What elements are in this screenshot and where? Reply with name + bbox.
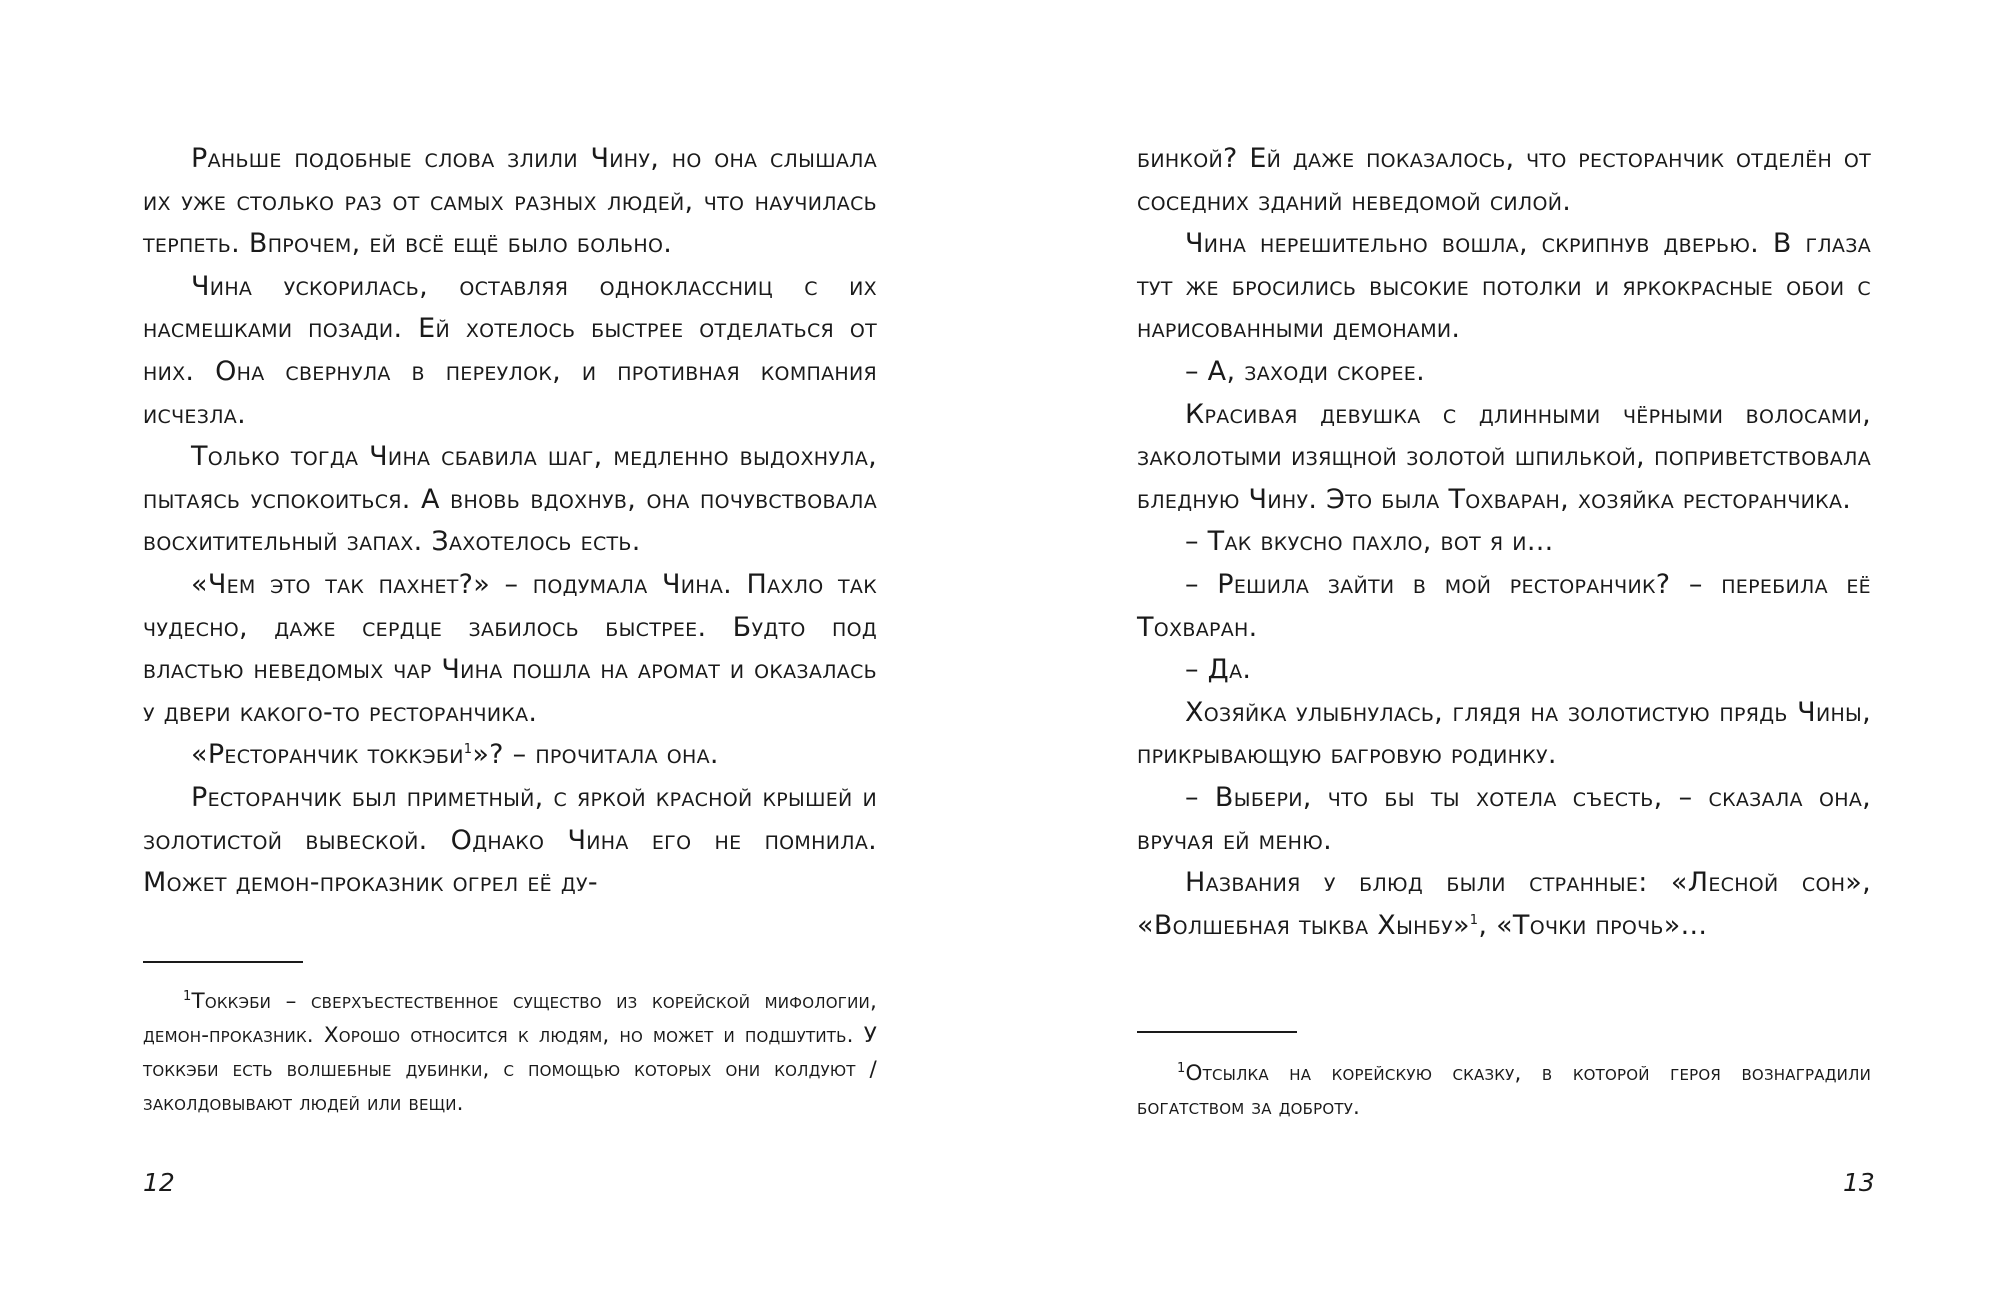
left-paragraph-6: Ресторанчик был приметный, с яркой красной крышей и золотистой вывеской. Однако Чина его не помнила. Может демон-проказник огрел её ду- (143, 781, 877, 899)
right-paragraph-10-before: Названия у блюд были странные: «Лесной сон», «Волшебная тыква Хынбу» (1137, 867, 1871, 941)
right-paragraph-3: – А, заходи скорее. (1185, 355, 1425, 387)
right-paragraph-5: – Так вкусно пахло, вот я и... (1185, 526, 1554, 558)
left-page-body (143, 138, 877, 905)
right-paragraph-10-after: , «Точки прочь»... (1478, 909, 1708, 941)
left-footnote-divider (143, 961, 303, 963)
right-paragraph-7: – Да. (1185, 654, 1252, 686)
left-footnote-text: Токкэби – сверхъестественное существо из корейской мифологии, демон-проказник. Хорошо относится к людям, но может и подшутить. У токкэби есть волшебные дубинки, с помощью которых они колдуют / заколдовывают людей или вещи. (143, 989, 877, 1116)
left-footnote (143, 985, 877, 1121)
right-footnote (1137, 1057, 1871, 1125)
right-paragraph-6: – Решила зайти в мой ресторанчик? – перебила её Тохваран. (1137, 568, 1871, 643)
right-footnote-divider (1137, 1031, 1297, 1033)
right-footnote-text: Отсылка на корейскую сказку, в которой героя вознаградили богатством за доброту. (1137, 1061, 1871, 1120)
left-paragraph-4: «Чем это так пахнет?» – подумала Чина. Пахло так чудесно, даже сердце забилось быстрее. Будто под властью неведомых чар Чина пошла на аромат и оказалась у двери какого-то ресторанчика. (143, 568, 877, 728)
left-paragraph-2: Чина ускорилась, оставляя одноклассниц с их насмешками позади. Ей хотелось быстрее отделаться от них. Она свернула в переулок, и противная компания исчезла. (143, 270, 877, 430)
right-paragraph-2: Чина нерешительно вошла, скрипнув дверью. В глаза тут же бросились высокие потолки и яркокрасные обои с нарисованными демонами. (1137, 228, 1871, 345)
right-page-number: 13 (1843, 1168, 1875, 1197)
right-paragraph-4: Красивая девушка с длинными чёрными волосами, заколотыми изящной золотой шпилькой, поприветствовала бледную Чину. Это была Тохваран, хозяйка ресторанчика. (1137, 398, 1871, 515)
footnote-mark: 1 (183, 988, 192, 1004)
right-page-body (1137, 138, 1871, 947)
left-paragraph-5 (143, 734, 877, 777)
left-page-number: 12 (143, 1168, 175, 1197)
left-paragraph-3: Только тогда Чина сбавила шаг, медленно выдохнула, пытаясь успокоиться. А вновь вдохнув, она почувствовала восхитительный запах. Захотелось есть. (143, 441, 877, 558)
left-paragraph-5-after: »? – прочитала она. (472, 739, 719, 771)
footnote-reference: 1 (1469, 912, 1479, 928)
right-paragraph-1: бинкой? Ей даже показалось, что ресторанчик отделён от соседних зданий неведомой силой. (1137, 143, 1871, 217)
right-paragraph-9: – Выбери, что бы ты хотела съесть, – сказала она, вручая ей меню. (1137, 781, 1871, 856)
footnote-reference: 1 (463, 742, 473, 758)
left-paragraph-5-before: «Ресторанчик токкэби (191, 739, 464, 771)
right-paragraph-8: Хозяйка улыбнулась, глядя на золотистую прядь Чины, прикрывающую багровую родинку. (1137, 696, 1871, 771)
right-paragraph-10 (1137, 862, 1871, 947)
footnote-mark: 1 (1177, 1060, 1186, 1076)
left-paragraph-1: Раньше подобные слова злили Чину, но она слышала их уже столько раз от самых разных людей, что научилась терпеть. Впрочем, ей всё ещё было больно. (143, 143, 877, 260)
